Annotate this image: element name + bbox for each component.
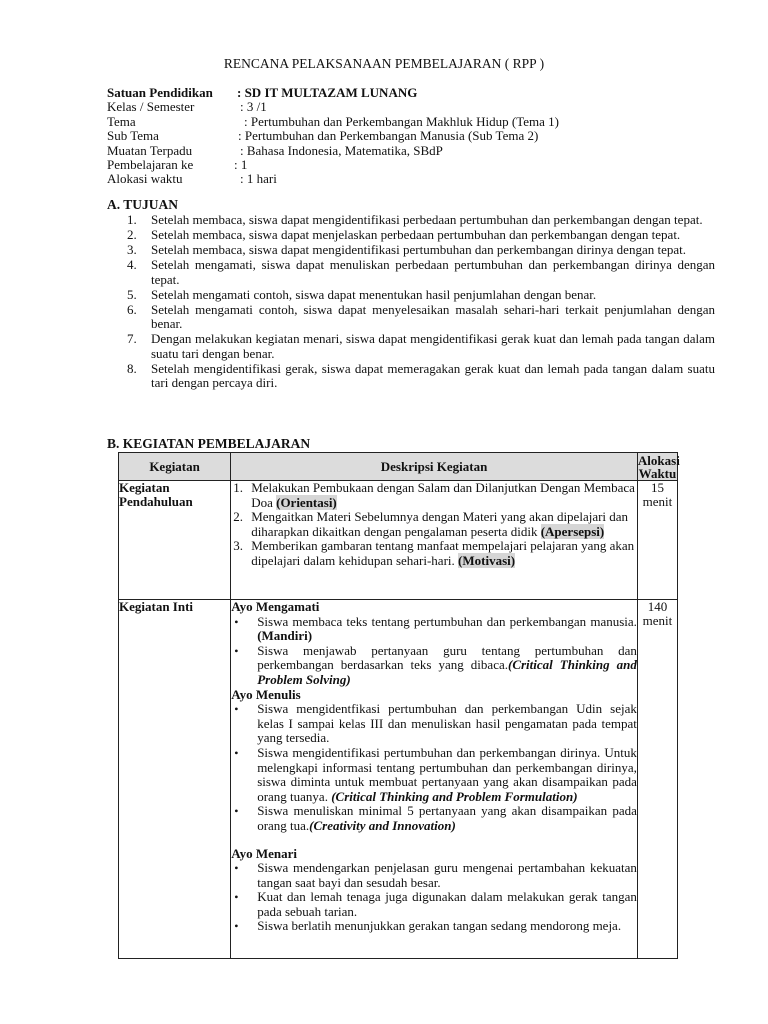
identity-value: : SD IT MULTAZAM LUNANG bbox=[237, 85, 418, 100]
pendahuluan-time: 15 menit bbox=[637, 481, 677, 600]
tujuan-item bbox=[127, 243, 715, 258]
header-kegiatan: Kegiatan bbox=[119, 453, 231, 481]
identity-label: Sub Tema bbox=[107, 128, 159, 144]
table-header-row bbox=[119, 453, 678, 481]
identity-row bbox=[107, 115, 667, 129]
item-text: Siswa mengidentifikasi pertumbuhan dan perkembangan dirinya. Untuk melengkapi informasi tentang pertumbuhan dan perkembangan dirinya, siswa diminta untuk membuat pertanyaan yang akan disampaikan pada orang tuanya. bbox=[257, 744, 637, 804]
pendahuluan-description bbox=[231, 481, 638, 600]
tujuan-text: Setelah membaca, siswa dapat mengidentifikasi perbedaan pertumbuhan dan perkembangan dengan tepat. bbox=[151, 212, 703, 227]
item-text: Siswa mengidentfikasi pertumbuhan dan perkembangan Udin sejak kelas I sampai kelas III dan menuliskan hasil pengamatan pada tempat yang tersedia. bbox=[257, 701, 637, 746]
identity-label: Pembelajaran ke bbox=[107, 156, 194, 172]
step-tag: (Motivasi) bbox=[458, 552, 516, 568]
tujuan-text: Setelah mengamati contoh, siswa dapat menentukan hasil penjumlahan dengan benar. bbox=[151, 286, 597, 302]
table-row-pendahuluan bbox=[119, 481, 678, 600]
ayo-menulis-title: Ayo Menulis bbox=[231, 686, 301, 702]
section-a-heading: A. TUJUAN bbox=[107, 197, 179, 212]
identity-label: Satuan Pendidikan bbox=[107, 85, 213, 100]
kegiatan-pendahuluan-label: Kegiatan Pendahuluan bbox=[119, 481, 231, 600]
pendahuluan-step bbox=[231, 539, 637, 568]
ayo-menari-item bbox=[231, 890, 637, 919]
step-text: Mengaitkan Materi Sebelumnya dengan Materi yang akan dipelajari dan diharapkan dikaitkan dengan pengalaman peserta didik bbox=[251, 509, 629, 539]
step-tag: (Apersepsi) bbox=[540, 523, 605, 539]
item-tag: (Critical Thinking and Problem Formulation) bbox=[331, 788, 578, 804]
identity-value: : 1 bbox=[234, 156, 248, 172]
document-title: RENCANA PELAKSANAAN PEMBELAJARAN ( RPP ) bbox=[223, 56, 545, 71]
tujuan-text: Setelah membaca, siswa dapat menjelaskan perbedaan pertumbuhan dan perkembangan dengan tepat. bbox=[151, 226, 681, 242]
tujuan-list bbox=[127, 213, 715, 391]
identity-value: : Pertumbuhan dan Perkembangan Makhluk Hidup (Tema 1) bbox=[244, 113, 559, 129]
step-number: 3. bbox=[233, 538, 243, 554]
identity-value: : Bahasa Indonesia, Matematika, SBdP bbox=[240, 142, 443, 158]
header-alokasi: Alokasi Waktu bbox=[637, 452, 680, 481]
item-text: Siswa menuliskan minimal 5 pertanyaan yang akan disampaikan pada orang tua. bbox=[257, 803, 637, 833]
tujuan-number: 5. bbox=[127, 286, 137, 302]
tujuan-number: 8. bbox=[127, 360, 137, 376]
identity-row bbox=[107, 100, 667, 114]
inti-time: 140 menit bbox=[637, 600, 677, 959]
tujuan-number: 2. bbox=[127, 226, 137, 242]
identity-row bbox=[107, 172, 667, 186]
tujuan-item bbox=[127, 332, 715, 361]
item-text: Kuat dan lemah tenaga juga digunakan dalam melakukan gerak tangan pada sebuah tarian. bbox=[257, 889, 637, 919]
identity-value: : 3 /1 bbox=[240, 99, 267, 115]
item-tag: (Mandiri) bbox=[257, 628, 313, 644]
tujuan-number: 4. bbox=[127, 256, 137, 272]
ayo-menulis-item bbox=[231, 746, 637, 804]
ayo-menulis-item bbox=[231, 804, 637, 833]
identity-row bbox=[107, 86, 667, 100]
tujuan-text: Setelah mengamati contoh, siswa dapat menyelesaikan masalah sehari-hari terkait penjumlahan dengan benar. bbox=[151, 301, 715, 332]
ayo-menulis-item bbox=[231, 702, 637, 746]
activity-table bbox=[118, 452, 678, 959]
tujuan-item bbox=[127, 288, 715, 303]
pendahuluan-step bbox=[231, 510, 637, 539]
ayo-menari-item bbox=[231, 919, 637, 934]
tujuan-number: 7. bbox=[127, 331, 137, 347]
item-tag: (Creativity and Innovation) bbox=[309, 817, 456, 833]
tujuan-item bbox=[127, 362, 715, 391]
step-text: Melakukan Pembukaan dengan Salam dan Dilanjutkan Dengan Membaca Doa bbox=[251, 480, 635, 510]
inti-description bbox=[231, 600, 638, 959]
tujuan-number: 6. bbox=[127, 301, 137, 317]
tujuan-text: Setelah mengidentifikasi gerak, siswa dapat memeragakan gerak kuat dan lemah pada tangan dalam suatu tari dengan percaya diri. bbox=[151, 360, 715, 391]
identity-value: : 1 hari bbox=[240, 171, 277, 187]
identity-block bbox=[107, 86, 667, 187]
ayo-menari-title: Ayo Menari bbox=[231, 845, 298, 861]
step-number: 1. bbox=[233, 480, 243, 495]
ayo-menari-list bbox=[231, 861, 637, 934]
item-text: Siswa menjawab pertanyaan guru tentang pertumbuhan dan perkembangan berdasarkan teks yang dibaca. bbox=[257, 642, 637, 673]
ayo-mengamati-item bbox=[231, 644, 637, 688]
tujuan-item bbox=[127, 213, 715, 228]
table-row-inti bbox=[119, 600, 678, 959]
item-text: Siswa mendengarkan penjelasan guru mengenai pertambahan kekuatan tangan saat bayi dan sesudah besar. bbox=[257, 860, 637, 890]
identity-row bbox=[107, 144, 667, 158]
tujuan-item bbox=[127, 303, 715, 332]
tujuan-text: Setelah mengamati, siswa dapat menuliskan perbedaan pertumbuhan dan perkembangan dirinya dengan tepat. bbox=[151, 256, 715, 287]
ayo-mengamati-item bbox=[231, 615, 637, 644]
identity-row bbox=[107, 129, 667, 143]
identity-label: Tema bbox=[107, 113, 136, 129]
tujuan-text: Setelah membaca, siswa dapat mengidentifikasi pertumbuhan dan perkembangan dirinya dengan tepat. bbox=[151, 241, 686, 257]
tujuan-item bbox=[127, 258, 715, 287]
item-text: Siswa berlatih menunjukkan gerakan tangan sedang mendorong meja. bbox=[257, 918, 622, 934]
identity-value: : Pertumbuhan dan Perkembangan Manusia (Sub Tema 2) bbox=[238, 128, 539, 144]
ayo-mengamati-title: Ayo Mengamati bbox=[231, 599, 320, 614]
tujuan-item bbox=[127, 228, 715, 243]
kegiatan-inti-label: Kegiatan Inti bbox=[119, 600, 231, 959]
identity-label: Alokasi waktu bbox=[107, 171, 183, 187]
item-text: Siswa membaca teks tentang pertumbuhan dan perkembangan manusia. bbox=[257, 613, 637, 629]
pendahuluan-step bbox=[231, 481, 637, 510]
tujuan-number: 1. bbox=[127, 212, 137, 227]
item-tag: (Critical Thinking and Problem Solving) bbox=[257, 657, 637, 687]
identity-row bbox=[107, 158, 667, 172]
ayo-menari-item bbox=[231, 861, 637, 890]
identity-label: Kelas / Semester bbox=[107, 99, 195, 115]
tujuan-text: Dengan melakukan kegiatan menari, siswa dapat mengidentifikasi gerak kuat dan lemah pada tangan dalam suatu tari dengan benar. bbox=[151, 331, 715, 361]
pendahuluan-steps bbox=[231, 481, 637, 569]
ayo-mengamati-list bbox=[231, 615, 637, 688]
ayo-menulis-list bbox=[231, 702, 637, 833]
step-tag: (Orientasi) bbox=[276, 494, 337, 510]
identity-label: Muatan Terpadu bbox=[107, 142, 193, 158]
step-number: 2. bbox=[233, 509, 243, 525]
step-text: Memberikan gambaran tentang manfaat mempelajari pelajaran yang akan dipelajari dalam kehidupan sehari-hari. bbox=[251, 538, 635, 568]
tujuan-number: 3. bbox=[127, 241, 137, 257]
header-deskripsi: Deskripsi Kegiatan bbox=[231, 453, 638, 481]
section-b-heading: B. KEGIATAN PEMBELAJARAN bbox=[107, 436, 311, 451]
